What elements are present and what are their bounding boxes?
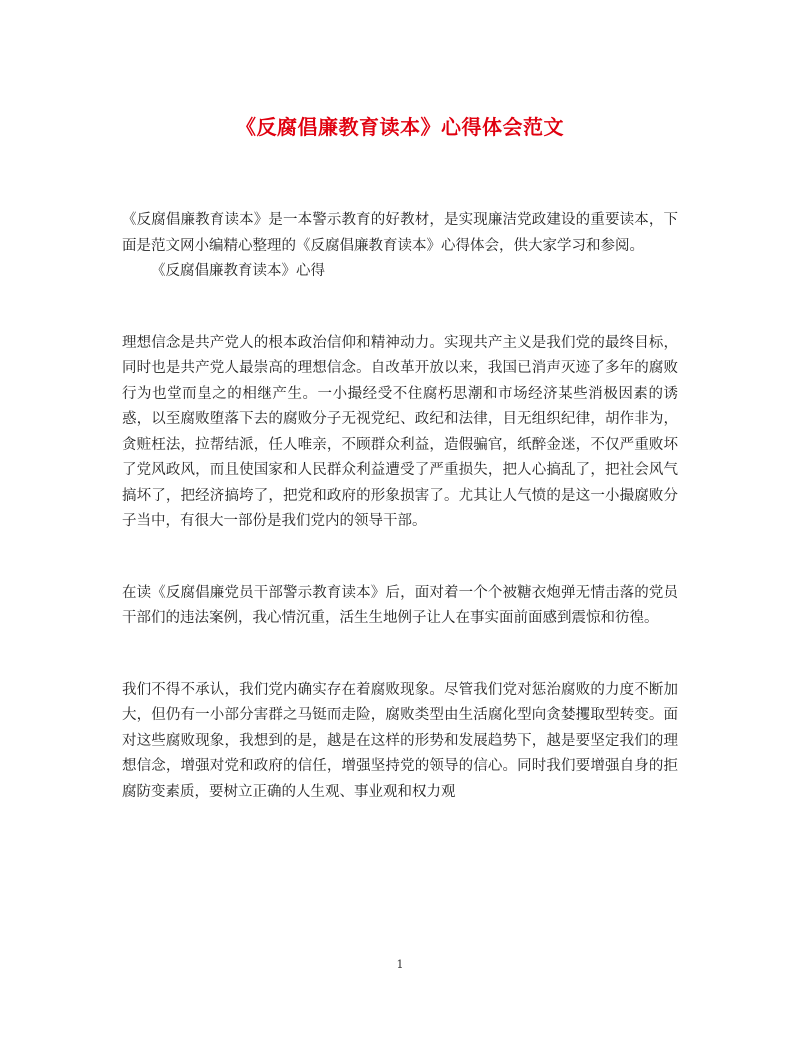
document-body: [122, 208, 678, 805]
document-title: 《反腐倡廉教育读本》心得体会范文: [236, 115, 564, 139]
intro-paragraph: 《反腐倡廉教育读本》是一本警示教育的好教材，是实现廉洁党政建设的重要读本，下面是范文网小编精心整理的《反腐倡廉教育读本》心得体会，供大家学习和参阅。: [122, 212, 678, 254]
body-paragraph-3: 我们不得不承认，我们党内确实存在着腐败现象。尽管我们党对惩治腐败的力度不断加大，但仍有一小部分害群之马铤而走险，腐败类型由生活腐化型向贪婪攫取型转变。面对这些腐败现象，我想到的是，越是在这样的形势和发展趋势下，越是要坚定我们的理想信念，增强对党和政府的信任，增强坚持党的领导的信心。同时我们要增强自身的拒腐防变素质，要树立正确的人生观、事业观和权力观: [122, 681, 678, 800]
page-number: 1: [396, 958, 404, 971]
body-paragraph-1: 理想信念是共产党人的根本政治信仰和精神动力。实现共产主义是我们党的最终目标，同时也是共产党人最崇高的理想信念。自改革开放以来，我国已消声灭迹了多年的腐败行为也堂而皇之的相继产生。一小撮经受不住腐朽思潮和市场经济某些消极因素的诱惑，以至腐败堕落下去的腐败分子无视党纪、政纪和法律，目无组织纪律，胡作非为，贪赃枉法，拉帮结派，任人唯亲，不顾群众利益，造假骗官，纸醉金迷，不仅严重败坏了党风政风，而且使国家和人民群众利益遭受了严重损失，把人心搞乱了，把社会风气搞坏了，把经济搞垮了，把党和政府的形象损害了。尤其让人气愤的是这一小撮腐败分子当中，有很大一部份是我们党内的领导干部。: [122, 334, 678, 529]
body-paragraph-2: 在读《反腐倡廉党员干部警示教育读本》后，面对着一个个被糖衣炮弹无情击落的党员干部们的违法案例，我心情沉重，活生生地例子让人在事实面前面感到震惊和彷徨。: [122, 584, 678, 626]
subheading: 《反腐倡廉教育读本》心得: [151, 263, 325, 279]
